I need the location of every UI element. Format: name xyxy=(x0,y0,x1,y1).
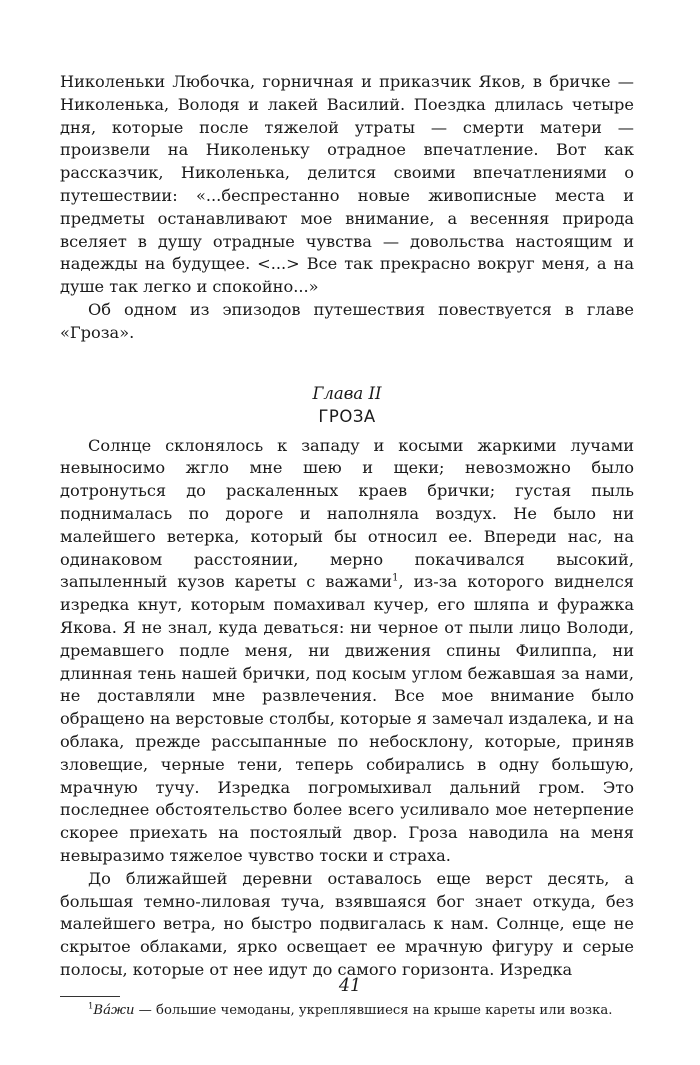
page-number: 41 xyxy=(338,976,362,996)
body-paragraph-2: До ближайшей деревни оставалось еще верст десять, а большая темно-лиловая туча, взявшаяся бог знает откуда, без малейшего ветра, но быстро подвигалась к нам. Солнце, еще не скрытое облаками, ярко освещает ее мрачную фигуру и серые полосы, которые от нее идут до самого горизонта. Изредка xyxy=(60,868,634,979)
body-paragraph-1-part-a: Солнце склонялось к западу и косыми жаркими лучами невыносимо жгло мне шею и щеки; невозможно было дотронуться до раскаленных краев брички; густая пыль поднималась по дороге и наполняла воздух. Не было ни малейшего ветерка, который бы относил ее. Впереди нас, на одинаковом расстоянии, мерно покачивался высокий, запыленный кузов кареты с важами xyxy=(60,435,634,592)
body-paragraph-1 xyxy=(60,435,634,868)
intro-paragraph-2: Об одном из эпизодов путешествия повествуется в главе «Гроза». xyxy=(60,299,634,342)
intro-section xyxy=(60,0,634,345)
footnote-reference: 1 xyxy=(392,572,399,584)
chapter-body xyxy=(60,435,634,982)
chapter-title: ГРОЗА xyxy=(318,406,376,426)
chapter-number: Глава II xyxy=(312,383,382,403)
footnote xyxy=(60,1001,634,1020)
footnote-marker: 1 xyxy=(88,1001,94,1012)
footnote-term: Ва́жи xyxy=(93,1002,135,1018)
chapter-heading xyxy=(60,383,634,429)
footnote-text: — большие чемоданы, укреплявшиеся на крыше кареты или возка. xyxy=(134,1002,613,1018)
intro-paragraph-1: Николеньки Любочка, горничная и приказчик Яков, в бричке — Николенька, Володя и лакей Василий. Поездка длилась четыре дня, которые после тяжелой утраты — смерти матери — произвели на Николеньку отрадное впечатление. Вот как рассказчик, Николенька, делится своими впечатлениями о путешествии: «...беспрестанно новые живописные места и предметы останавливают мое внимание, а весенняя природа вселяет в душу отрадные чувства — довольства настоящим и надежды на будущее. <...> Все так прекрасно вокруг меня, а на душе так легко и спокойно...» xyxy=(60,72,634,297)
body-paragraph-1-part-b: , из-за которого виднелся изредка кнут, которым помахивал кучер, его шляпа и фуражка Якова. Я не знал, куда деваться: ни черное от пыли лицо Володи, дремавшего подле меня, ни движения спины Филиппа, ни длинная тень нашей брички, под косым углом бежавшая за нами, не доставляли мне развлечения. Все мое внимание было обращено на верстовые столбы, которые я замечал издалека, и на облака, прежде рассыпанные по небосклону, которые, приняв зловещие, черные тени, теперь собирались в одну большую, мрачную тучу. Изредка погромыхивал дальний гром. Это последнее обстоятельство более всего усиливало мое нетерпение скорее приехать на постоялый двор. Гроза наводила на меня невыразимо тяжелое чувство тоски и страха. xyxy=(60,572,634,865)
